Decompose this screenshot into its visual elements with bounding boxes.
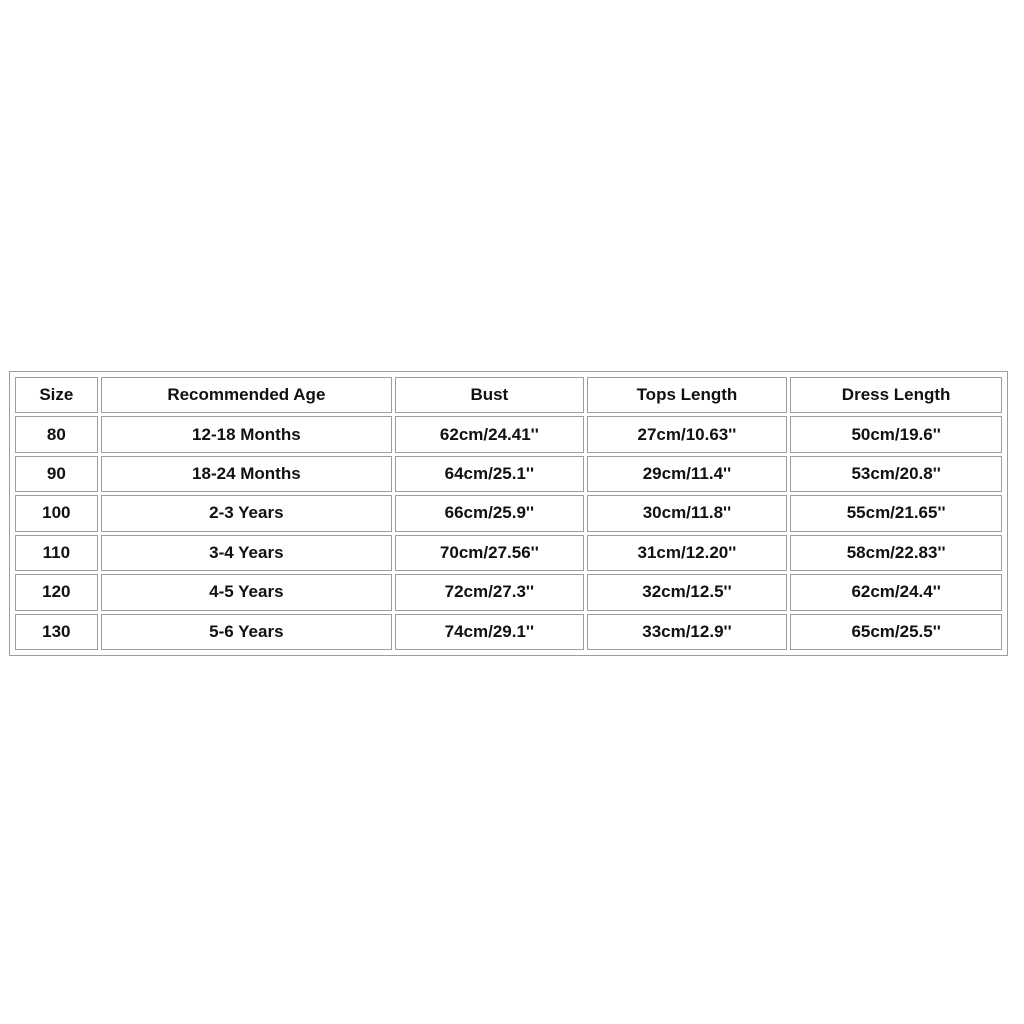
cell-recommended-age: 4-5 Years <box>101 574 392 610</box>
cell-tops-length: 31cm/12.20'' <box>587 535 788 571</box>
cell-bust: 64cm/25.1'' <box>395 456 584 492</box>
cell-size: 100 <box>15 495 98 531</box>
header-row <box>15 377 1002 413</box>
cell-bust: 62cm/24.41'' <box>395 416 584 452</box>
cell-bust: 72cm/27.3'' <box>395 574 584 610</box>
table-row <box>15 574 1002 610</box>
header-recommended-age: Recommended Age <box>101 377 392 413</box>
table-row <box>15 535 1002 571</box>
cell-tops-length: 33cm/12.9'' <box>587 614 788 650</box>
cell-dress-length: 65cm/25.5'' <box>790 614 1002 650</box>
cell-recommended-age: 5-6 Years <box>101 614 392 650</box>
cell-tops-length: 30cm/11.8'' <box>587 495 788 531</box>
cell-size: 80 <box>15 416 98 452</box>
cell-tops-length: 29cm/11.4'' <box>587 456 788 492</box>
cell-dress-length: 58cm/22.83'' <box>790 535 1002 571</box>
header-tops-length: Tops Length <box>587 377 788 413</box>
table-row <box>15 416 1002 452</box>
cell-recommended-age: 18-24 Months <box>101 456 392 492</box>
cell-bust: 70cm/27.56'' <box>395 535 584 571</box>
table-row <box>15 614 1002 650</box>
cell-bust: 74cm/29.1'' <box>395 614 584 650</box>
cell-recommended-age: 2-3 Years <box>101 495 392 531</box>
cell-tops-length: 27cm/10.63'' <box>587 416 788 452</box>
cell-size: 120 <box>15 574 98 610</box>
header-bust: Bust <box>395 377 584 413</box>
header-size: Size <box>15 377 98 413</box>
cell-dress-length: 62cm/24.4'' <box>790 574 1002 610</box>
cell-dress-length: 53cm/20.8'' <box>790 456 1002 492</box>
cell-size: 110 <box>15 535 98 571</box>
cell-tops-length: 32cm/12.5'' <box>587 574 788 610</box>
header-dress-length: Dress Length <box>790 377 1002 413</box>
table-row <box>15 495 1002 531</box>
cell-bust: 66cm/25.9'' <box>395 495 584 531</box>
cell-dress-length: 55cm/21.65'' <box>790 495 1002 531</box>
cell-dress-length: 50cm/19.6'' <box>790 416 1002 452</box>
size-chart-table <box>9 371 1008 656</box>
cell-recommended-age: 3-4 Years <box>101 535 392 571</box>
cell-size: 130 <box>15 614 98 650</box>
cell-recommended-age: 12-18 Months <box>101 416 392 452</box>
table-row <box>15 456 1002 492</box>
cell-size: 90 <box>15 456 98 492</box>
